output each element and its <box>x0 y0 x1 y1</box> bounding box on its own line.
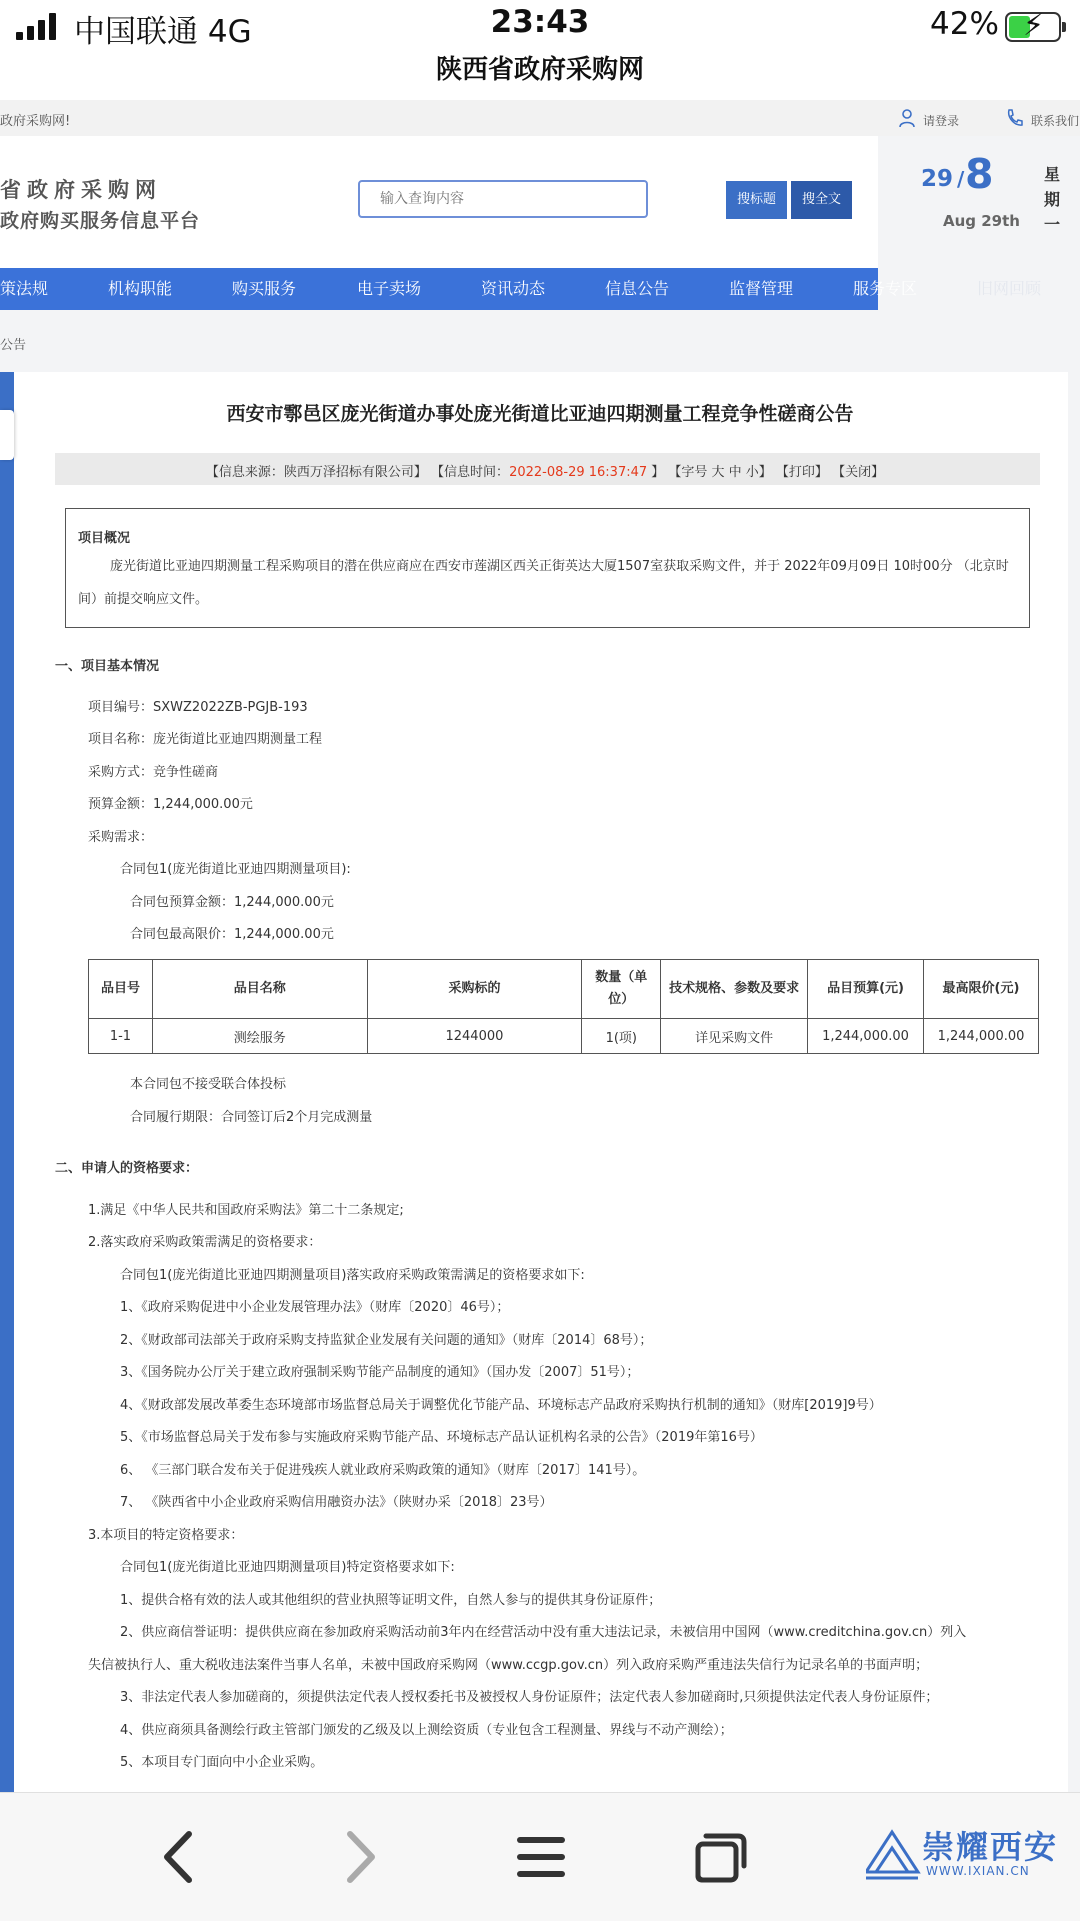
phone-icon[interactable] <box>1005 108 1023 128</box>
watermark-text: 崇耀西安 <box>922 1828 1059 1866</box>
package-budget: 合同包预算金额：1,244,000.00元 <box>130 895 334 910</box>
qualification-item: 2.落实政府采购政策需满足的资格要求： <box>88 1235 322 1250</box>
table-header-row <box>89 960 1039 1019</box>
policy-item: 1、《政府采购促进中小企业发展管理办法》（财库〔2020〕46号）； <box>120 1300 510 1315</box>
top-bar <box>0 100 1080 136</box>
section-heading: 一、项目基本情况 <box>55 659 160 674</box>
project-name: 项目名称：庞光街道比亚迪四期测量工程 <box>88 732 323 747</box>
info-actions[interactable]: 】 【字号 大 中 小】 【打印】 【关闭】 <box>647 465 885 480</box>
qualification-subheading: 合同包1(庞光街道比亚迪四期测量项目)特定资格要求如下: <box>120 1560 455 1575</box>
menu-icon[interactable] <box>506 1822 576 1892</box>
no-union-note: 本合同包不接受联合体投标 <box>130 1077 287 1092</box>
breadcrumb-bar <box>0 310 1080 372</box>
table-header: 品目名称 <box>152 960 367 1019</box>
page-title: 陕西省政府采购网 <box>435 55 644 85</box>
specific-requirement: 1、提供合格有效的法人或其他组织的营业执照等证明文件，自然人参与的提供其身份证原件； <box>120 1593 662 1608</box>
table-header: 品目预算(元) <box>808 960 924 1019</box>
table-cell: 测绘服务 <box>152 1019 367 1054</box>
package-max-price: 合同包最高限价：1,244,000.00元 <box>130 927 334 942</box>
date-english: Aug 29th <box>943 212 1020 230</box>
search-input[interactable] <box>358 180 648 218</box>
search-title-button[interactable]: 搜标题 <box>726 181 787 219</box>
welcome-text: 政府采购网! <box>0 114 71 129</box>
nav-item-policy[interactable]: 策法规 <box>0 279 49 298</box>
specific-requirement: 4、供应商须具备测绘行政主管部门颁发的乙级及以上测绘资质（专业包含工程测量、界线与不动产测绘）； <box>120 1723 733 1738</box>
nav-item-supervision[interactable]: 监督管理 <box>729 279 794 298</box>
table-cell: 详见采购文件 <box>661 1019 808 1054</box>
items-table <box>88 959 1039 1054</box>
search-fulltext-button[interactable]: 搜全文 <box>791 181 852 219</box>
back-icon[interactable] <box>145 1822 215 1892</box>
info-time: 2022-08-29 16:37:47 <box>509 465 648 480</box>
login-link[interactable]: 请登录 <box>923 114 960 128</box>
tabs-icon[interactable] <box>686 1822 756 1892</box>
procurement-need: 采购需求： <box>88 830 154 845</box>
policy-item: 6、 《三部门联合发布关于促进残疾人就业政府采购政策的通知》（财库〔2017〕141号）。 <box>120 1463 646 1478</box>
table-cell: 1(项) <box>582 1019 661 1054</box>
qualification-item: 3.本项目的特定资格要求： <box>88 1528 244 1543</box>
contract-period: 合同履行期限：合同签订后2个月完成测量 <box>130 1110 373 1125</box>
policy-item: 3、《国务院办公厅关于建立政府强制采购节能产品制度的通知》（国办发〔2007〕51号）； <box>120 1365 640 1380</box>
policy-item: 4、《财政部发展改革委生态环境部市场监督总局关于调整优化节能产品、环境标志产品政府采购执行机制的通知》（财库[2019]9号） <box>120 1398 882 1413</box>
user-icon[interactable] <box>898 108 916 128</box>
nav-item-news[interactable]: 资讯动态 <box>481 279 546 298</box>
specific-requirement: 3、非法定代表人参加磋商的，须提供法定代表人授权委托书及被授权人身份证原件；法定代表人参加磋商时,只须提供法定代表人身份证原件； <box>120 1690 939 1705</box>
table-header: 品目号 <box>89 960 153 1019</box>
policy-item: 2、《财政部司法部关于政府采购支持监狱企业发展有关问题的通知》（财库〔2014〕68号）； <box>120 1333 653 1348</box>
specific-requirement: 2、供应商信誉证明：提供供应商在参加政府采购活动前3年内在经营活动中没有重大违法记录，未被信用中国网（www.creditchina.gov.cn）列入 <box>120 1625 967 1640</box>
nav-item-service-zone[interactable]: 服务专区 <box>853 279 918 298</box>
qualification-subheading: 合同包1(庞光街道比亚迪四期测量项目)落实政府采购政策需满足的资格要求如下: <box>120 1268 585 1283</box>
nav-item-old-site[interactable]: 旧网回顾 <box>977 279 1042 298</box>
table-cell: 1,244,000.00 <box>923 1019 1038 1054</box>
carrier-label: 中国联通 4G <box>74 14 252 50</box>
table-header: 技术规格、参数及要求 <box>661 960 808 1019</box>
table-cell: 1,244,000.00 <box>808 1019 924 1054</box>
budget-amount: 预算金额：1,244,000.00元 <box>88 797 253 812</box>
status-time: 23:43 <box>490 4 590 40</box>
table-cell: 1-1 <box>89 1019 153 1054</box>
nav-item-organization[interactable]: 机构职能 <box>108 279 173 298</box>
left-side-bar <box>0 372 14 1792</box>
overview-heading: 项目概况 <box>78 531 131 546</box>
specific-requirement: 5、本项目专门面向中小企业采购。 <box>120 1755 324 1770</box>
policy-item: 7、 《陕西省中小企业政府采购信用融资办法》（陕财办采〔2018〕23号） <box>120 1495 553 1510</box>
section-heading: 二、申请人的资格要求： <box>55 1161 199 1176</box>
weekday-label: 星期一 <box>1044 165 1061 234</box>
site-logo-title[interactable]: 省政府采购网 <box>0 178 162 202</box>
policy-item: 5、《市场监督总局关于发布参与实施政府采购节能产品、环境标志产品认证机构名录的公告》（2019年第16号） <box>120 1430 763 1445</box>
qualification-item: 1.满足《中华人民共和国政府采购法》第二十二条规定; <box>88 1203 404 1218</box>
nav-item-e-mall[interactable]: 电子卖场 <box>357 279 422 298</box>
table-header: 最高限价(元) <box>923 960 1038 1019</box>
breadcrumb[interactable]: 公告 <box>0 338 27 353</box>
right-gutter <box>1068 372 1080 1792</box>
nav-item-announcements[interactable]: 信息公告 <box>605 279 670 298</box>
date-month: 8 <box>965 150 994 198</box>
article-title: 西安市鄠邑区庞光街道办事处庞光街道比亚迪四期测量工程竞争性磋商公告 <box>226 403 854 425</box>
site-logo-subtitle: 政府购买服务信息平台 <box>0 210 201 232</box>
watermark-url: WWW.IXIAN.CN <box>926 1864 1030 1878</box>
contact-link[interactable]: 联系我们 <box>1031 114 1080 128</box>
battery-charging-icon: ⚡ <box>1005 12 1061 42</box>
contract-package: 合同包1(庞光街道比亚迪四期测量项目): <box>120 862 351 877</box>
info-bar-text: 【信息来源：陕西万泽招标有限公司】 【信息时间：2022-08-29 16:37:47 】 【字号 大 中 小】 【打印】 【关闭】 <box>205 465 885 480</box>
table-row <box>89 1019 1039 1054</box>
nav-item-purchase-service[interactable]: 购买服务 <box>232 279 297 298</box>
battery-percent: 42% <box>930 6 999 42</box>
table-header: 数量（单位） <box>582 960 661 1019</box>
procurement-method: 采购方式：竞争性磋商 <box>88 765 219 780</box>
overview-text: 庞光街道比亚迪四期测量工程采购项目的潜在供应商应在西安市莲湖区西关正街英达大厦1507室获取采购文件，并于 2022年09月09日 10时00分 （北京时间）前提交响应文件。 <box>78 559 1009 607</box>
date-day: 29 / <box>921 166 965 192</box>
specific-requirement: 失信被执行人、重大税收违法案件当事人名单，未被中国政府采购网（www.ccgp.gov.cn）列入政府采购严重违法失信行为记录名单的书面声明； <box>88 1658 929 1673</box>
table-cell: 1244000 <box>367 1019 582 1054</box>
table-header: 采购标的 <box>367 960 582 1019</box>
project-number: 项目编号：SXWZ2022ZB-PGJB-193 <box>88 700 308 715</box>
forward-icon[interactable] <box>324 1822 394 1892</box>
